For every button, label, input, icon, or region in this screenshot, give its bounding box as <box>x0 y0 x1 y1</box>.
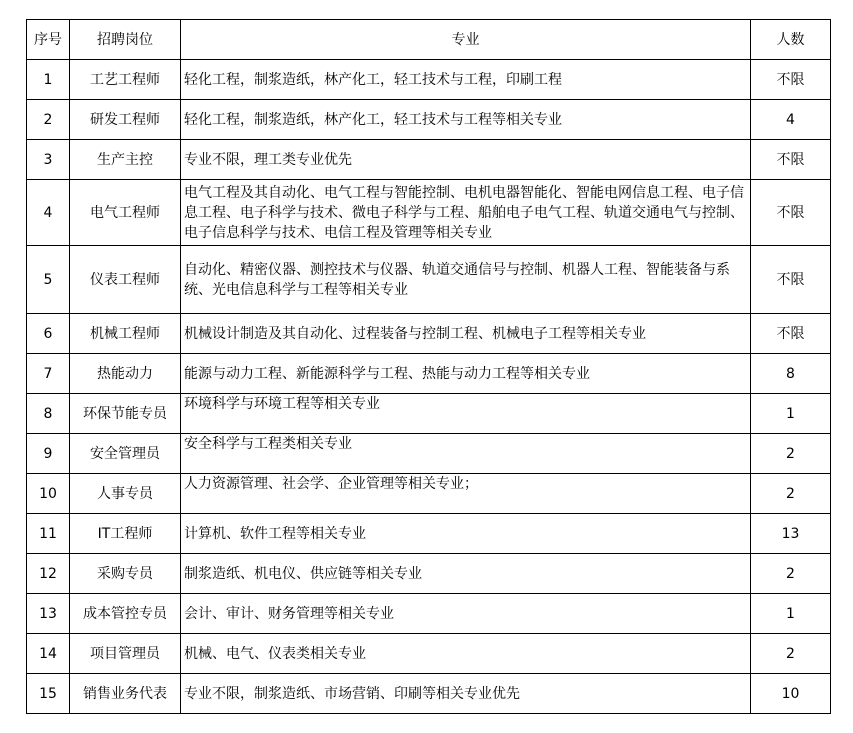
row-major: 安全科学与工程类相关专业 <box>181 434 751 474</box>
row-major: 专业不限，理工类专业优先 <box>181 140 751 180</box>
table-row <box>27 514 831 554</box>
row-position: 环保节能专员 <box>70 394 181 434</box>
row-position: 安全管理员 <box>70 434 181 474</box>
row-count: 2 <box>751 554 831 594</box>
row-count: 10 <box>751 674 831 714</box>
row-no: 7 <box>27 354 70 394</box>
header-position: 招聘岗位 <box>70 20 181 60</box>
table-header-row <box>27 20 831 60</box>
row-position: 销售业务代表 <box>70 674 181 714</box>
row-position: 机械工程师 <box>70 314 181 354</box>
row-major: 专业不限，制浆造纸、市场营销、印刷等相关专业优先 <box>181 674 751 714</box>
row-no: 11 <box>27 514 70 554</box>
row-count: 8 <box>751 354 831 394</box>
row-no: 1 <box>27 60 70 100</box>
row-count: 1 <box>751 394 831 434</box>
table-row <box>27 554 831 594</box>
row-major: 制浆造纸、机电仪、供应链等相关专业 <box>181 554 751 594</box>
row-position: 仪表工程师 <box>70 246 181 314</box>
header-no: 序号 <box>27 20 70 60</box>
header-major: 专业 <box>181 20 751 60</box>
row-count: 13 <box>751 514 831 554</box>
table-row <box>27 394 831 434</box>
row-major: 会计、审计、财务管理等相关专业 <box>181 594 751 634</box>
row-no: 8 <box>27 394 70 434</box>
row-major: 环境科学与环境工程等相关专业 <box>181 394 751 434</box>
header-count: 人数 <box>751 20 831 60</box>
row-count: 4 <box>751 100 831 140</box>
row-position: 采购专员 <box>70 554 181 594</box>
row-no: 3 <box>27 140 70 180</box>
row-no: 13 <box>27 594 70 634</box>
table-row <box>27 354 831 394</box>
row-position: 电气工程师 <box>70 180 181 246</box>
row-position: 热能动力 <box>70 354 181 394</box>
row-no: 14 <box>27 634 70 674</box>
table-row <box>27 434 831 474</box>
table-row <box>27 474 831 514</box>
row-major: 电气工程及其自动化、电气工程与智能控制、电机电器智能化、智能电网信息工程、电子信息工程、电子科学与技术、微电子科学与工程、船舶电子电气工程、轨道交通电气与控制、电子信息科学与技术、电信工程及管理等相关专业 <box>181 180 751 246</box>
row-major: 计算机、软件工程等相关专业 <box>181 514 751 554</box>
row-major: 能源与动力工程、新能源科学与工程、热能与动力工程等相关专业 <box>181 354 751 394</box>
table-row <box>27 246 831 314</box>
row-position: 人事专员 <box>70 474 181 514</box>
row-count: 不限 <box>751 140 831 180</box>
row-no: 12 <box>27 554 70 594</box>
row-major: 机械设计制造及其自动化、过程装备与控制工程、机械电子工程等相关专业 <box>181 314 751 354</box>
row-position: 研发工程师 <box>70 100 181 140</box>
row-count: 不限 <box>751 314 831 354</box>
row-count: 2 <box>751 434 831 474</box>
table-row <box>27 594 831 634</box>
table-row <box>27 140 831 180</box>
table-row <box>27 100 831 140</box>
row-count: 1 <box>751 594 831 634</box>
row-position: 项目管理员 <box>70 634 181 674</box>
row-count: 2 <box>751 634 831 674</box>
row-position: 生产主控 <box>70 140 181 180</box>
row-no: 15 <box>27 674 70 714</box>
row-major: 自动化、精密仪器、测控技术与仪器、轨道交通信号与控制、机器人工程、智能装备与系统、光电信息科学与工程等相关专业 <box>181 246 751 314</box>
row-no: 10 <box>27 474 70 514</box>
recruitment-table <box>26 19 831 714</box>
row-major: 轻化工程，制浆造纸，林产化工，轻工技术与工程，印刷工程 <box>181 60 751 100</box>
row-no: 9 <box>27 434 70 474</box>
row-count: 不限 <box>751 246 831 314</box>
row-count: 不限 <box>751 60 831 100</box>
row-no: 2 <box>27 100 70 140</box>
row-position: 成本管控专员 <box>70 594 181 634</box>
table-row <box>27 60 831 100</box>
row-position: IT工程师 <box>70 514 181 554</box>
table-row <box>27 180 831 246</box>
row-count: 不限 <box>751 180 831 246</box>
row-no: 6 <box>27 314 70 354</box>
table-row <box>27 674 831 714</box>
row-major: 轻化工程，制浆造纸，林产化工，轻工技术与工程等相关专业 <box>181 100 751 140</box>
row-major: 机械、电气、仪表类相关专业 <box>181 634 751 674</box>
row-major: 人力资源管理、社会学、企业管理等相关专业； <box>181 474 751 514</box>
row-no: 4 <box>27 180 70 246</box>
table-row <box>27 314 831 354</box>
row-count: 2 <box>751 474 831 514</box>
row-position: 工艺工程师 <box>70 60 181 100</box>
table-row <box>27 634 831 674</box>
row-no: 5 <box>27 246 70 314</box>
